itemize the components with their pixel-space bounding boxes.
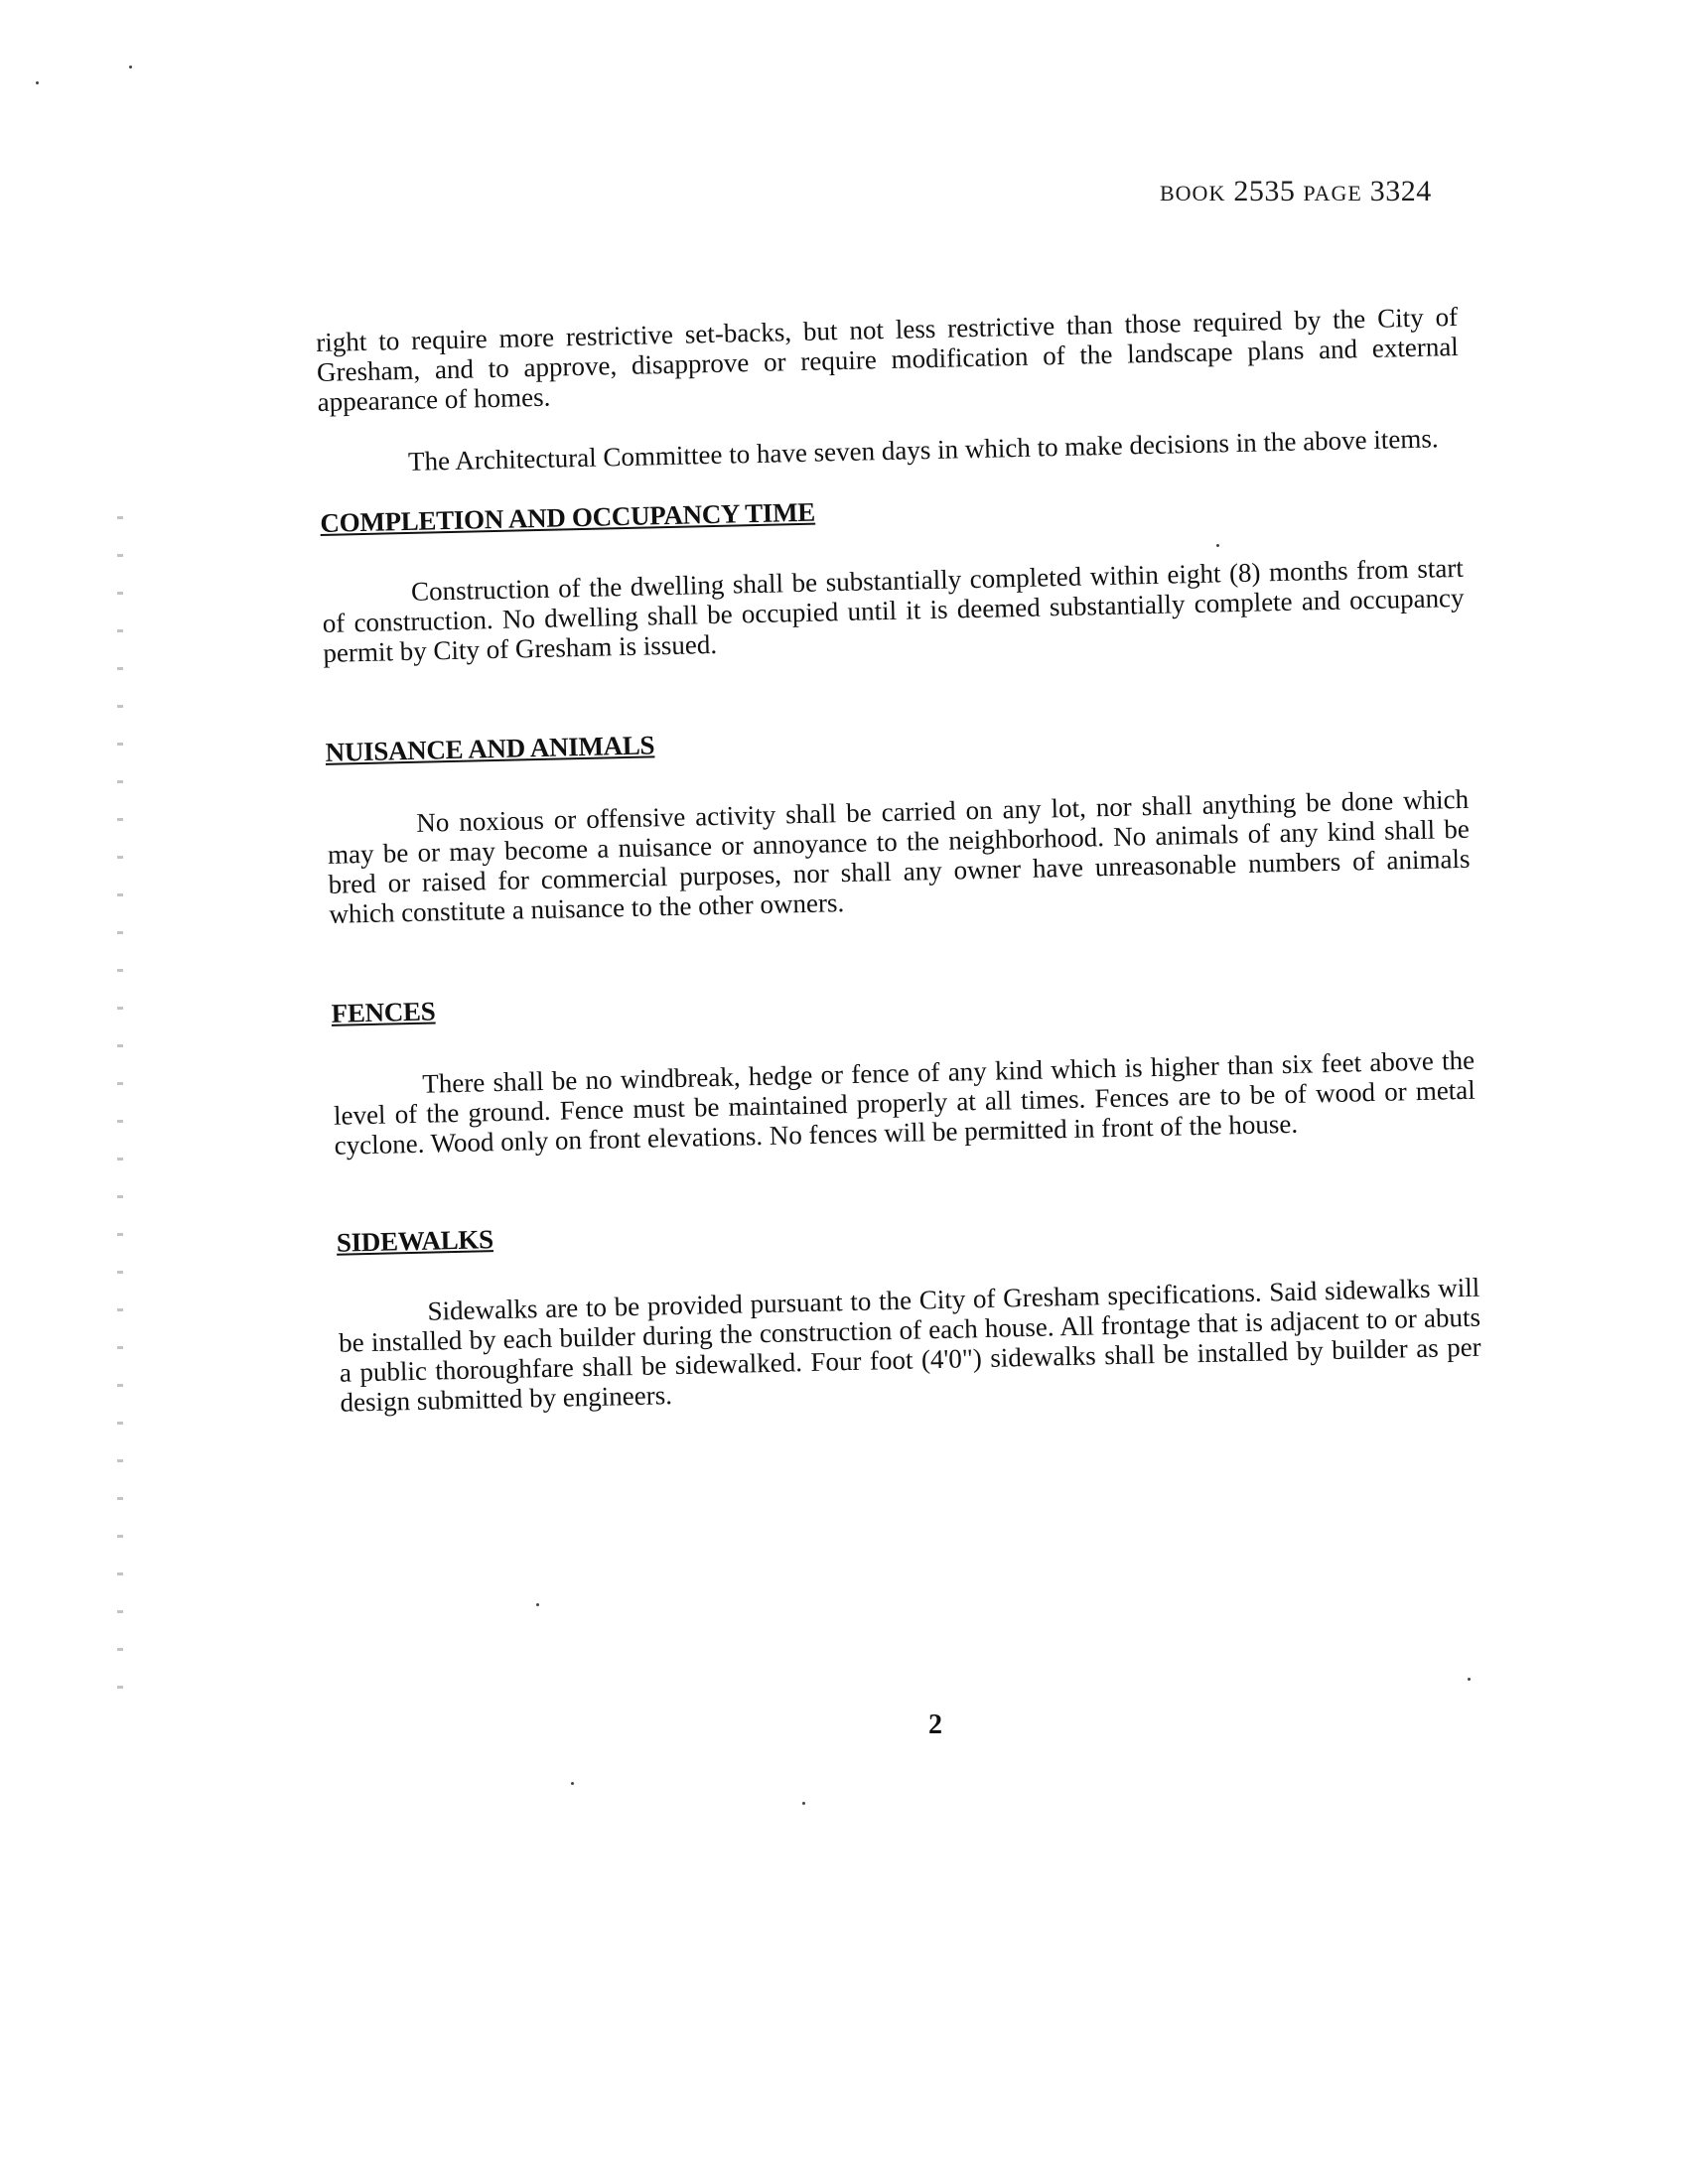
section-heading-sidewalks: SIDEWALKS	[336, 1224, 494, 1258]
book-label: BOOK	[1160, 181, 1226, 205]
scan-speck	[36, 81, 39, 84]
record-page-number: 3324	[1369, 175, 1432, 207]
intro-paragraph: right to require more restrictive set-backs, but not less restrictive than those required by the City of Gresham, and to approve, disapprove or require modification of the landscape plans and external appearance of homes.	[316, 301, 1460, 417]
scan-speck	[802, 1802, 805, 1805]
section-body-fences: There shall be no windbreak, hedge or fence of any kind which is higher than six feet above the level of the ground. Fence must be maintained properly at all times. Fences are to be of wood or metal cyclone. Wood only on front elevations. No fences will be permitted in front of the house.	[333, 1044, 1477, 1160]
scan-speck	[1216, 544, 1219, 547]
section-heading-completion: COMPLETION AND OCCUPANCY TIME	[320, 496, 816, 538]
book-page-reference	[1160, 175, 1432, 208]
book-number: 2535	[1233, 175, 1296, 207]
scan-speck	[1468, 1678, 1471, 1681]
scan-edge-marks	[117, 516, 123, 1717]
section-body-completion: Construction of the dwelling shall be substantially completed within eight (8) months from start of construction. No dwelling shall be occupied until it is deemed substantially complete and occupancy permit by City of Gresham is issued.	[322, 552, 1465, 668]
document-body	[316, 302, 1482, 1418]
section-heading-fences: FENCES	[331, 996, 436, 1028]
scan-speck	[571, 1782, 574, 1785]
section-body-nuisance: No noxious or offensive activity shall be carried on any lot, nor shall anything be done which may be or may become a nuisance or annoyance to the neighborhood. No animals of any kind shall be bred or raised for commercial purposes, nor shall any owner have unreasonable numbers of animals which constitute a nuisance to the other owners.	[327, 783, 1471, 929]
scan-speck	[536, 1603, 539, 1606]
section-heading-nuisance: NUISANCE AND ANIMALS	[325, 730, 655, 767]
scan-speck	[129, 66, 132, 68]
page-label: PAGE	[1303, 181, 1362, 205]
committee-paragraph: The Architectural Committee to have seven days in which to make decisions in the above items.	[407, 423, 1439, 477]
page-number: 2	[928, 1709, 942, 1740]
section-body-sidewalks: Sidewalks are to be provided pursuant to the City of Gresham specifications. Said sidewalks will be installed by each builder during the construction of each house. All frontage that is adjacent to or abuts a public thoroughfare shall be sidewalked. Four foot (4'0") sidewalks shall be installed by builder as per design submitted by engineers.	[338, 1272, 1481, 1418]
